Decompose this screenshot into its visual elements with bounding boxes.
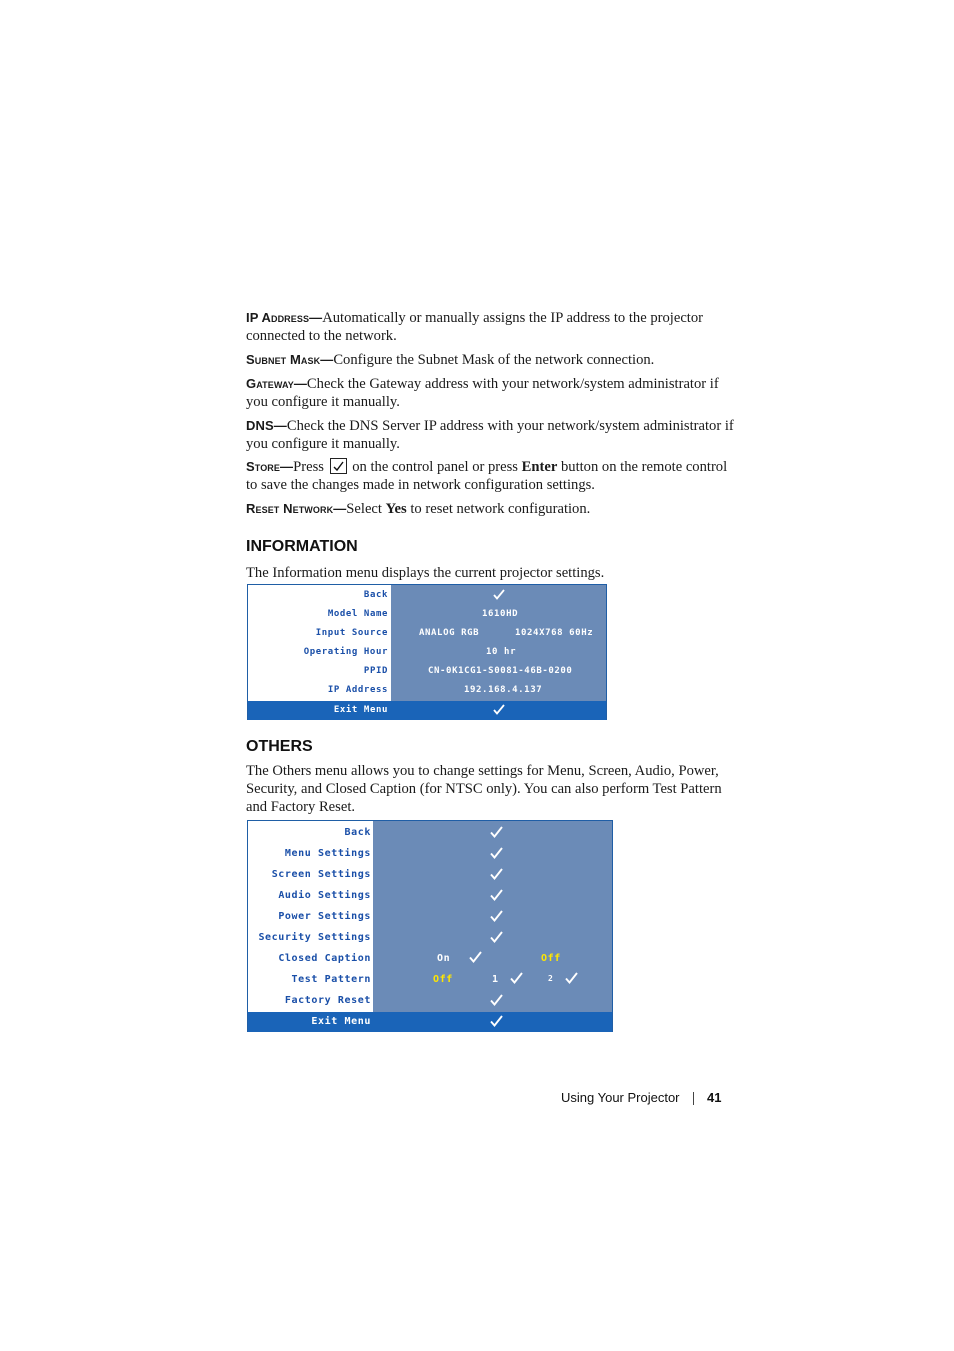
term-gateway: Gateway— <box>246 376 307 391</box>
others-row-power-settings[interactable] <box>248 907 612 927</box>
others-label-back: Back <box>344 827 371 838</box>
others-label-audio-settings: Audio Settings <box>278 890 371 901</box>
others-row-back[interactable] <box>248 823 612 843</box>
info-row-back[interactable] <box>248 587 606 604</box>
others-row-security-settings[interactable] <box>248 928 612 948</box>
check-icon <box>489 1014 504 1031</box>
subnet-mask-definition <box>246 351 738 369</box>
info-row-operating-hour <box>248 644 606 661</box>
others-label-security-settings: Security Settings <box>258 932 371 943</box>
footer-section-title: Using Your Projector <box>561 1090 680 1105</box>
check-icon <box>489 993 504 1010</box>
info-value-input-source: ANALOG RGB <box>419 628 480 638</box>
others-label-closed-caption: Closed Caption <box>278 953 371 964</box>
reset-network-text-after: to reset network configuration. <box>410 501 591 517</box>
check-icon <box>489 930 504 947</box>
info-label-operating-hour: Operating Hour <box>303 647 388 657</box>
others-row-menu-settings[interactable] <box>248 844 612 864</box>
info-label-input-source: Input Source <box>315 628 388 638</box>
check-icon <box>492 588 506 604</box>
others-label-factory-reset: Factory Reset <box>284 995 371 1006</box>
others-heading: OTHERS <box>246 738 313 755</box>
info-label-back: Back <box>363 590 388 600</box>
info-exit-menu-row[interactable] <box>248 701 606 720</box>
reset-network-text-before: Select <box>346 501 382 517</box>
page-footer <box>561 1090 722 1105</box>
store-text-middle: on the control panel or press <box>352 459 518 475</box>
information-heading: INFORMATION <box>246 538 358 555</box>
term-reset-network: Reset Network— <box>246 501 347 516</box>
others-label-screen-settings: Screen Settings <box>271 869 371 880</box>
others-exit-menu-label: Exit Menu <box>311 1016 371 1027</box>
store-definition <box>246 458 738 494</box>
others-exit-menu-row[interactable] <box>248 1012 612 1032</box>
dns-definition <box>246 417 738 453</box>
reset-network-definition <box>246 500 738 518</box>
store-enter-key: Enter <box>521 459 558 475</box>
info-value-input-resolution: 1024X768 60Hz <box>515 628 594 638</box>
dns-text: Check the DNS Server IP address with your network/system administrator if you configure it manually. <box>246 418 734 452</box>
info-value-ppid: CN-0K1CG1-S0081-46B-0200 <box>428 666 573 676</box>
ip-address-text: Automatically or manually assigns the IP address to the projector connected to the network. <box>246 310 704 344</box>
term-subnet-mask: Subnet Mask— <box>246 352 334 367</box>
info-exit-menu-label: Exit Menu <box>333 705 388 715</box>
term-store: Store— <box>246 459 294 474</box>
test-pattern-off-option[interactable]: Off <box>433 974 453 985</box>
test-pattern-1-option[interactable]: 1 <box>492 974 499 985</box>
others-row-audio-settings[interactable] <box>248 886 612 906</box>
footer-divider <box>693 1092 694 1105</box>
info-label-model-name: Model Name <box>327 609 388 619</box>
store-text-after: button on the remote control to save the changes made in network configuration settings. <box>246 459 728 493</box>
check-icon <box>489 867 504 884</box>
check-icon <box>468 950 483 967</box>
check-icon <box>489 888 504 905</box>
term-ip-address: IP Address— <box>246 310 323 325</box>
closed-caption-on-option[interactable]: On <box>437 953 451 964</box>
others-label-power-settings: Power Settings <box>278 911 371 922</box>
others-label-test-pattern: Test Pattern <box>291 974 371 985</box>
info-value-operating-hour: 10 hr <box>486 647 517 657</box>
information-intro: The Information menu displays the current projector settings. <box>246 565 605 581</box>
test-pattern-2-option[interactable]: 2 <box>548 974 554 983</box>
gateway-definition <box>246 375 738 411</box>
checkmark-button-icon <box>330 458 347 474</box>
term-dns: DNS— <box>246 418 287 433</box>
subnet-mask-text: Configure the Subnet Mask of the network connection. <box>333 352 655 368</box>
info-label-ip-address: IP Address <box>327 685 388 695</box>
others-intro: The Others menu allows you to change settings for Menu, Screen, Audio, Power, Security, and Closed Caption (for NTSC only). You can also perform Test Pattern and Factory Reset. <box>246 763 722 815</box>
info-value-model-name: 1610HD <box>482 609 519 619</box>
ip-address-definition <box>246 309 738 345</box>
info-row-model-name <box>248 606 606 623</box>
others-menu <box>247 820 613 1032</box>
others-row-closed-caption[interactable] <box>248 949 612 969</box>
info-row-input-source <box>248 625 606 642</box>
info-value-ip-address: 192.168.4.137 <box>464 685 543 695</box>
check-icon <box>489 909 504 926</box>
check-icon <box>509 971 524 988</box>
others-label-menu-settings: Menu Settings <box>284 848 371 859</box>
others-row-test-pattern[interactable] <box>248 970 612 990</box>
check-icon <box>564 971 579 988</box>
store-text-before: Press <box>293 459 324 475</box>
closed-caption-off-option[interactable]: Off <box>541 953 561 964</box>
page-number: 41 <box>707 1090 722 1105</box>
information-menu <box>247 584 607 720</box>
info-label-ppid: PPID <box>363 666 388 676</box>
check-icon <box>489 846 504 863</box>
others-row-factory-reset[interactable] <box>248 991 612 1011</box>
info-row-ppid <box>248 663 606 680</box>
others-row-screen-settings[interactable] <box>248 865 612 885</box>
check-icon <box>492 703 506 719</box>
reset-network-yes: Yes <box>385 501 407 517</box>
gateway-text: Check the Gateway address with your network/system administrator if you configure it manually. <box>246 376 719 410</box>
check-icon <box>489 825 504 842</box>
info-row-ip-address <box>248 682 606 699</box>
